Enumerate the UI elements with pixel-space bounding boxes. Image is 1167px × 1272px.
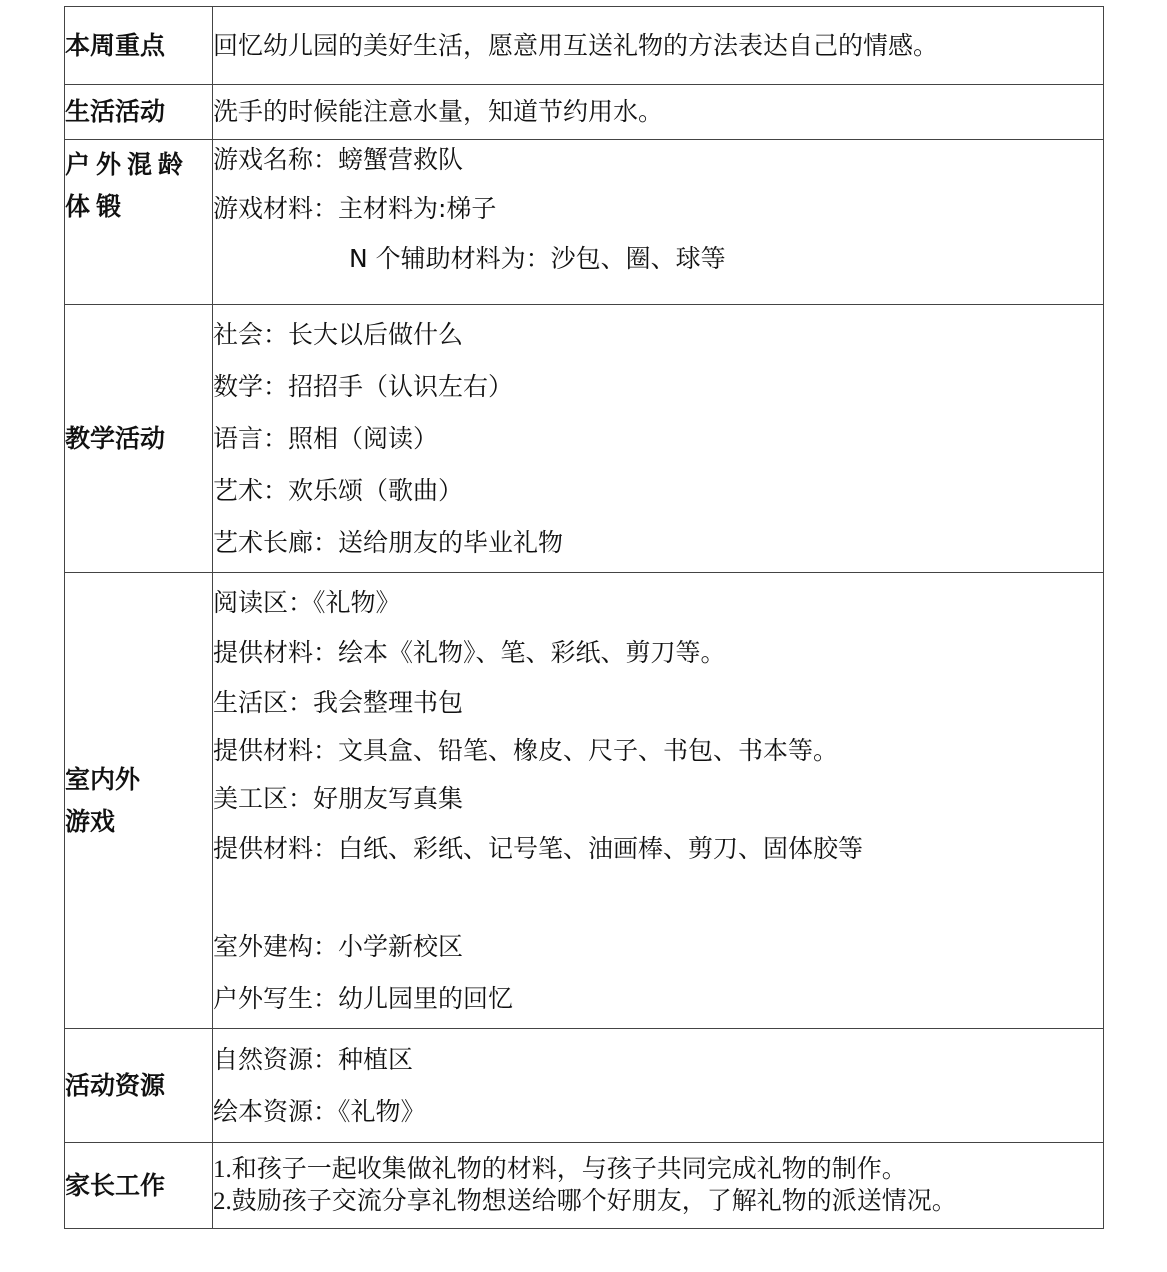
content-line: 生活区：我会整理书包	[213, 687, 464, 717]
content-line: 数学：招招手（认识左右）	[213, 371, 514, 401]
row-label: 活动资源	[65, 1029, 213, 1143]
row-label-line: 户外混龄	[65, 150, 190, 179]
content-line: 艺术：欢乐颂（歌曲）	[213, 475, 464, 505]
table-row-resources	[65, 1029, 1104, 1143]
content-line: 1.和孩子一起收集做礼物的材料，与孩子共同完成礼物的制作。	[213, 1155, 907, 1183]
content-line: 游戏名称：螃蟹营救队	[213, 145, 464, 174]
table-row-parent-work	[65, 1143, 1104, 1229]
row-label	[65, 140, 213, 305]
row-label: 生活活动	[65, 85, 213, 140]
row-label-line: 体锻	[65, 192, 128, 221]
content-line: N 个辅助材料为：沙包、圈、球等	[349, 244, 726, 273]
content-line: 回忆幼儿园的美好生活，愿意用互送礼物的方法表达自己的情感。	[213, 30, 939, 60]
table-row-weekly-focus	[65, 7, 1104, 85]
row-content	[213, 140, 1104, 305]
row-label	[65, 573, 213, 1029]
content-line: 艺术长廊：送给朋友的毕业礼物	[213, 527, 564, 557]
table-row-teaching	[65, 305, 1104, 573]
row-content	[213, 1143, 1104, 1229]
content-line: 绘本资源：《礼物》	[213, 1096, 426, 1126]
content-line: 提供材料：文具盒、铅笔、橡皮、尺子、书包、书本等。	[213, 735, 839, 765]
content-line: 提供材料：绘本《礼物》、笔、彩纸、剪刀等。	[213, 637, 726, 667]
table-row-daily-life	[65, 85, 1104, 140]
row-content	[213, 573, 1104, 1029]
content-line: 洗手的时候能注意水量，知道节约用水。	[213, 97, 664, 126]
weekly-plan-table	[64, 6, 1104, 1229]
content-line: 自然资源：种植区	[213, 1044, 414, 1074]
row-label: 教学活动	[65, 305, 213, 573]
row-content	[213, 305, 1104, 573]
content-line: 户外写生：幼儿园里的回忆	[213, 983, 514, 1013]
content-line: 室外建构：小学新校区	[213, 931, 464, 961]
content-line: 阅读区：《礼物》	[213, 587, 401, 617]
content-line: 游戏材料：主材料为:梯子	[213, 194, 497, 223]
row-content	[213, 7, 1104, 85]
table-row-outdoor-exercise	[65, 140, 1104, 305]
row-label-line: 游戏	[65, 806, 116, 836]
content-line: 美工区：好朋友写真集	[213, 783, 464, 813]
row-label: 本周重点	[65, 7, 213, 85]
content-line: 语言：照相（阅读）	[213, 423, 439, 453]
content-line: 提供材料：白纸、彩纸、记号笔、油画棒、剪刀、固体胶等	[213, 833, 864, 863]
content-line: 社会：长大以后做什么	[213, 319, 464, 349]
table-row-indoor-outdoor-games	[65, 573, 1104, 1029]
row-content	[213, 1029, 1104, 1143]
row-label-line: 室内外	[65, 764, 141, 794]
row-content	[213, 85, 1104, 140]
blank-spacer	[213, 873, 1103, 921]
content-line: 2.鼓励孩子交流分享礼物想送给哪个好朋友，了解礼物的派送情况。	[213, 1187, 957, 1215]
row-label: 家长工作	[65, 1143, 213, 1229]
